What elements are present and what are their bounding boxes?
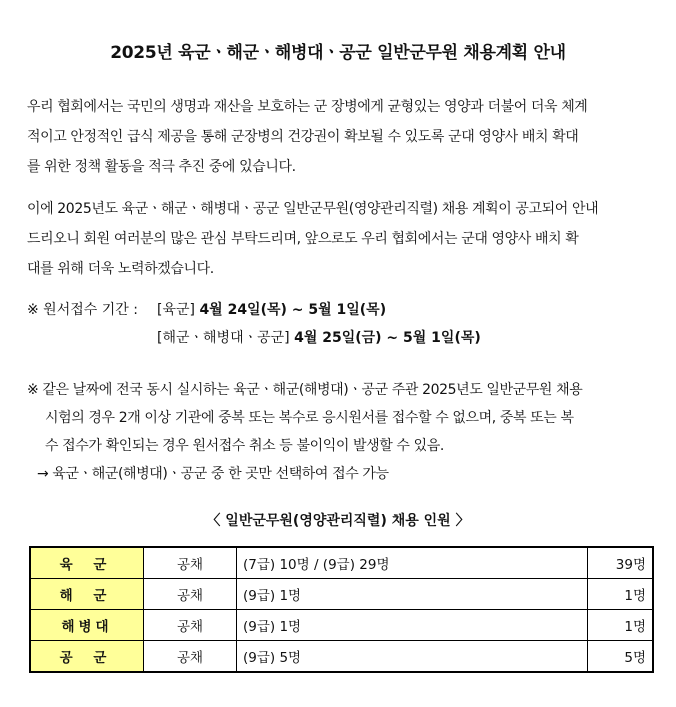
period-dates: 4월 25일(금) ~ 5월 1일(목): [294, 330, 481, 346]
recruitment-table: [29, 546, 654, 673]
announcement-paragraph: [27, 194, 653, 284]
table-row: [30, 641, 653, 673]
period-row-others: [27, 324, 481, 352]
paragraph-line: 를 위한 정책 활동을 적극 추진 중에 있습니다.: [27, 159, 296, 175]
paragraph-line: 이에 2025년도 육군ㆍ해군ㆍ해병대ㆍ공군 일반군무원(영양관리직렬) 채용 계획이 공고되어 안내: [27, 201, 599, 217]
type-cell: 공채: [144, 610, 237, 641]
paragraph-line: 우리 협회에서는 국민의 생명과 재산을 보호하는 군 장병에게 균형있는 영양과 더불어 더욱 체계: [27, 99, 588, 115]
intro-paragraph: [27, 92, 653, 182]
table-row: [30, 610, 653, 641]
detail-cell: (7급) 10명 / (9급) 29명: [237, 547, 588, 579]
period-row-army: [27, 296, 481, 324]
page-title: 2025년 육군ㆍ해군ㆍ해병대ㆍ공군 일반군무원 채용계획 안내: [110, 43, 566, 63]
total-cell: 1명: [588, 579, 654, 610]
type-cell: 공채: [144, 579, 237, 610]
total-cell: 1명: [588, 610, 654, 641]
unit-cell: 공 군: [30, 641, 144, 673]
table-row: [30, 579, 653, 610]
period-group: [해군ㆍ해병대ㆍ공군]: [157, 330, 290, 346]
type-cell: 공채: [144, 547, 237, 579]
notice-line: 수 접수가 확인되는 경우 원서접수 취소 등 불이익이 발생할 수 있음.: [45, 438, 444, 454]
table-row: [30, 547, 653, 579]
detail-cell: (9급) 1명: [237, 579, 588, 610]
detail-cell: (9급) 5명: [237, 641, 588, 673]
paragraph-line: 드리오니 회원 여러분의 많은 관심 부탁드리며, 앞으로도 우리 협회에서는 군대 영양사 배치 확: [27, 231, 579, 247]
total-cell: 5명: [588, 641, 654, 673]
unit-cell: 육 군: [30, 547, 144, 579]
table-title: 〈 일반군무원(영양관리직렬) 채용 인원 〉: [206, 513, 470, 529]
unit-cell: 해 군: [30, 579, 144, 610]
period-dates: 4월 24일(목) ~ 5월 1일(목): [199, 302, 387, 318]
notice-line: 시험의 경우 2개 이상 기관에 중복 또는 복수로 응시원서를 접수할 수 없으며, 중복 또는 복: [45, 410, 574, 426]
paragraph-line: 대를 위해 더욱 노력하겠습니다.: [27, 261, 214, 277]
period-label: ※ 원서접수 기간 :: [27, 302, 138, 318]
application-period: [27, 296, 481, 352]
paragraph-line: 적이고 안정적인 급식 제공을 통해 군장병의 건강권이 확보될 수 있도록 군대 영양사 배치 확대: [27, 129, 579, 145]
unit-cell: 해병대: [30, 610, 144, 641]
notice-line: ※ 같은 날짜에 전국 동시 실시하는 육군ㆍ해군(해병대)ㆍ공군 주관 2025년도 일반군무원 채용: [27, 382, 583, 398]
period-group: [육군]: [157, 302, 195, 318]
notice-line: → 육군ㆍ해군(해병대)ㆍ공군 중 한 곳만 선택하여 접수 가능: [37, 466, 389, 482]
type-cell: 공채: [144, 641, 237, 673]
total-cell: 39명: [588, 547, 654, 579]
detail-cell: (9급) 1명: [237, 610, 588, 641]
duplicate-application-notice: [27, 376, 653, 488]
